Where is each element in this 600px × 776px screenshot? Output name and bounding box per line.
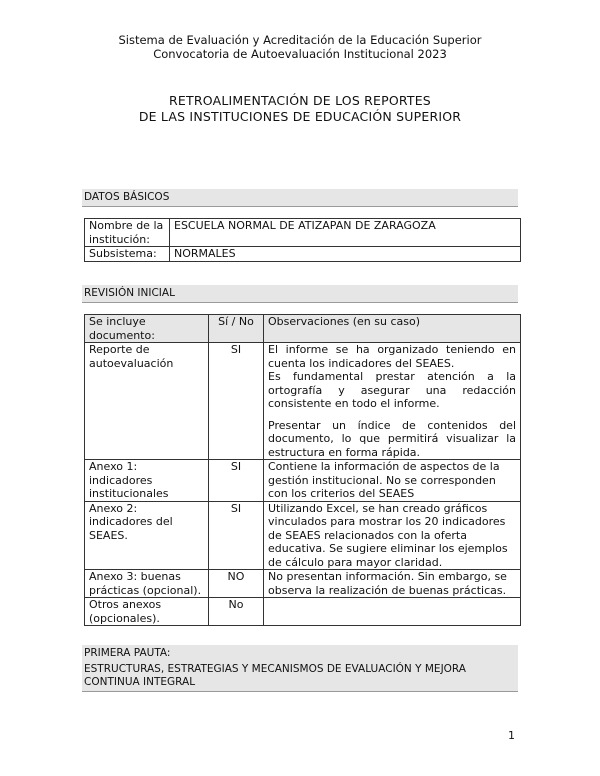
header-line-2: Convocatoria de Autoevaluación Institucional 2023 [153,47,447,61]
title-line-1: RETROALIMENTACIÓN DE LOS REPORTES [169,93,431,108]
title-line-2: DE LAS INSTITUCIONES DE EDUCACIÓN SUPERIOR [138,109,462,124]
table-header-row [85,315,521,343]
table-row [85,598,521,626]
cell-document: Anexo 1: indicadores institucionales [85,460,209,502]
table-cell-value: ESCUELA NORMAL DE ATIZAPAN DE ZARAGOZA [170,219,521,247]
column-header: Observaciones (en su caso) [264,315,521,343]
table-row [85,460,521,502]
section-revision-inicial [82,285,518,303]
column-header: Sí / No [209,315,264,343]
observation-text: Es fundamental prestar atención a la ortografía y asegurar una redacción consistente en todo el informe. [268,370,516,410]
table-cell-label: Subsistema: [85,247,170,262]
cell-yes-no: SI [209,501,264,570]
table-row [85,247,521,262]
cell-observations: Contiene la información de aspectos de la gestión institucional. No se corresponden con los criterios del SEAES [264,460,521,502]
table-cell-value: NORMALES [170,247,521,262]
table-row [85,343,521,460]
cell-yes-no: SI [209,343,264,460]
cell-observations [264,598,521,626]
document-header [0,33,600,61]
cell-yes-no: NO [209,570,264,598]
cell-observations: No presentan información. Sin embargo, se observa la realización de buenas prácticas. [264,570,521,598]
table-row [85,219,521,247]
table-row [85,570,521,598]
section-heading: PRIMERA PAUTA: [84,647,171,659]
cell-observations: Utilizando Excel, se han creado gráficos vinculados para mostrar los 20 indicadores de SEAES relacionados con la oferta educativa. Se sugiere eliminar los ejemplos de cálculo para mayor claridad. [264,501,521,570]
section-primera-pauta [82,645,518,692]
datos-basicos-table [84,218,521,262]
section-datos-basicos [82,189,518,207]
observation-text: Presentar un índice de contenidos del documento, lo que permitirá visualizar la estructura en forma rápida. [268,418,516,459]
observation-text: El informe se ha organizado teniendo en cuenta los indicadores del SEAES. [268,343,516,370]
cell-document: Reporte de autoevaluación [85,343,209,460]
cell-observations [264,343,521,460]
cell-yes-no: No [209,598,264,626]
table-cell-label: Nombre de la institución: [85,219,170,247]
cell-document: Anexo 2: indicadores del SEAES. [85,501,209,570]
document-title [0,93,600,125]
cell-document: Anexo 3: buenas prácticas (opcional). [85,570,209,598]
section-heading: REVISIÓN INICIAL [84,287,175,299]
header-line-1: Sistema de Evaluación y Acreditación de la Educación Superior [118,33,482,47]
cell-yes-no: SI [209,460,264,502]
cell-document: Otros anexos (opcionales). [85,598,209,626]
column-header: Se incluye documento: [85,315,209,343]
page-number: 1 [508,729,515,742]
revision-inicial-table [84,314,521,626]
section-heading: DATOS BÁSICOS [84,191,170,203]
section-subheading: ESTRUCTURAS, ESTRATEGIAS Y MECANISMOS DE EVALUACIÓN Y MEJORA CONTINUA INTEGRAL [84,663,466,688]
table-row [85,501,521,570]
